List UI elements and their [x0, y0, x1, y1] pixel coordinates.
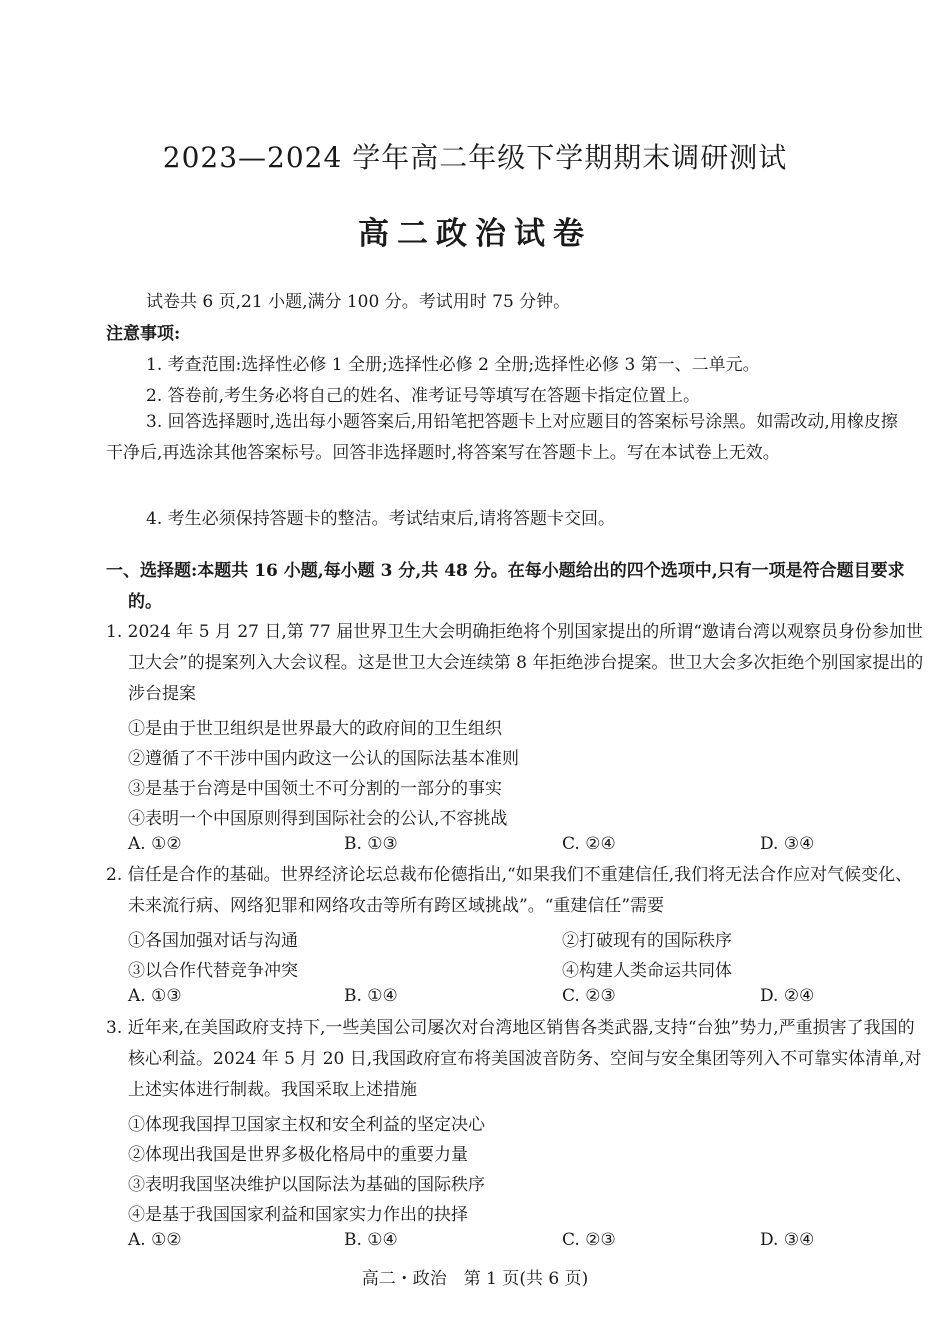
notice-item: 1. 考查范围:选择性必修 1 全册;选择性必修 2 全册;选择性必修 3 第一、二单元。	[146, 355, 760, 375]
notice-item: 2. 答卷前,考生务必将自己的姓名、准考证号等填写在答题卡指定位置上。	[146, 386, 701, 406]
statement-item: ②体现出我国是世界多极化格局中的重要力量	[128, 1145, 468, 1165]
statement-item: ③是基于台湾是中国领土不可分割的一部分的事实	[128, 779, 502, 799]
answer-option: D. ③④	[760, 1230, 815, 1250]
answer-option: C. ②④	[562, 834, 616, 854]
answer-option: C. ②③	[562, 986, 616, 1006]
page-footer: 高二・政治 第 1 页(共 6 页)	[361, 1269, 589, 1289]
statement-item: ④构建人类命运共同体	[562, 961, 732, 981]
statement-item: ③表明我国坚决维护以国际法为基础的国际秩序	[128, 1175, 485, 1195]
notice-item: 3. 回答选择题时,选出每小题答案后,用铅笔把答题卡上对应题目的答案标号涂黑。如需改动,用橡皮擦干净后,再选涂其他答案标号。回答非选择题时,将答案写在答题卡上。写在本试卷上无效。	[106, 412, 898, 463]
statement-item: ④表明一个中国原则得到国际社会的公认,不容挑战	[128, 809, 508, 829]
notice-heading: 注意事项:	[106, 324, 181, 344]
question-stem: 2. 信任是合作的基础。世界经济论坛总裁布伦德指出,“如果我们不重建信任,我们将无法合作应对气候变化、未来流行病、网络犯罪和网络攻击等所有跨区域挑战”。“重建信任”需要	[106, 865, 913, 916]
answer-option: A. ①②	[128, 1230, 182, 1250]
answer-option: B. ①④	[344, 986, 398, 1006]
answer-option: B. ①③	[344, 834, 398, 854]
answer-option: A. ①②	[128, 834, 182, 854]
statement-item: ③以合作代替竞争冲突	[128, 961, 298, 981]
statement-item: ②遵循了不干涉中国内政这一公认的国际法基本准则	[128, 749, 519, 769]
section-heading: 一、选择题:本题共 16 小题,每小题 3 分,共 48 分。在每小题给出的四个选项中,只有一项是符合题目要求的。	[106, 561, 905, 612]
statement-item: ②打破现有的国际秩序	[562, 931, 732, 951]
exam-intro: 试卷共 6 页,21 小题,满分 100 分。考试用时 75 分钟。	[146, 292, 571, 312]
exam-title: 2023—2024 学年高二年级下学期期末调研测试	[162, 141, 788, 174]
statement-item: ①各国加强对话与沟通	[128, 931, 298, 951]
statement-item: ④是基于我国国家利益和国家实力作出的抉择	[128, 1205, 468, 1225]
question-stem: 1. 2024 年 5 月 27 日,第 77 届世界卫生大会明确拒绝将个别国家提出的所谓“邀请台湾以观察员身份参加世卫大会”的提案列入大会议程。这是世卫大会连续第 8 年拒绝涉台提案。世卫大会多次拒绝个别国家提出的涉台提案	[106, 622, 924, 704]
answer-option: C. ②③	[562, 1230, 616, 1250]
answer-option: D. ②④	[760, 986, 815, 1006]
notice-item: 4. 考生必须保持答题卡的整洁。考试结束后,请将答题卡交回。	[146, 509, 616, 529]
answer-option: A. ①③	[128, 986, 182, 1006]
statement-item: ①体现我国捍卫国家主权和安全利益的坚定决心	[128, 1115, 485, 1135]
answer-option: D. ③④	[760, 834, 815, 854]
statement-item: ①是由于世卫组织是世界最大的政府间的卫生组织	[128, 719, 502, 739]
question-stem: 3. 近年来,在美国政府支持下,一些美国公司屡次对台湾地区销售各类武器,支持“台独”势力,严重损害了我国的核心利益。2024 年 5 月 20 日,我国政府宣布将美国波音防务、空间与安全集团等列入不可靠实体清单,对上述实体进行制裁。我国采取上述措施	[106, 1018, 922, 1100]
subject-title: 高二政治试卷	[358, 216, 592, 252]
answer-option: B. ①④	[344, 1230, 398, 1250]
